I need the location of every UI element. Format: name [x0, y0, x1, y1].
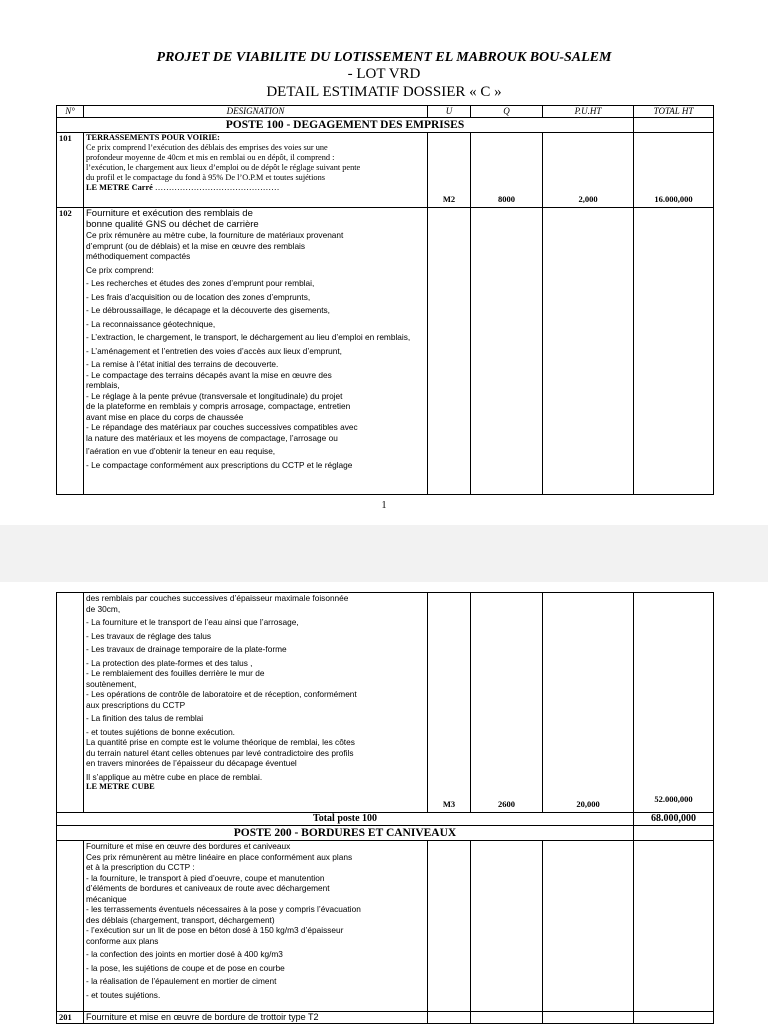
col-total-header: TOTAL HT — [634, 106, 714, 118]
item-102-line: - Les recherches et études des zones d’emprunt pour remblai, — [86, 278, 315, 288]
poste-200-line: Ces prix rémunèrent au mètre linéaire en place conformément aux plans — [86, 851, 353, 862]
col-designation-header: DESIGNATION — [84, 106, 428, 118]
item-102-line: bonne qualité GNS ou déchet de carrière — [86, 219, 259, 230]
item-102-line: du terrain naturel étant celles obtenues par levé contradictoire des profils — [86, 747, 354, 758]
total-poste-100-row — [57, 813, 714, 826]
item-102-line: Ce prix comprend: — [86, 264, 154, 275]
poste-200-line: - les terrassements éventuels nécessaires à la pose y compris l’évacuation — [86, 904, 361, 914]
item-101-line: l’exécution, le chargement aux lieux d’emploi ou de dépôt le réglage suivant pente — [86, 163, 361, 172]
poste-200-line: mécanique — [86, 893, 127, 904]
poste-200-line: Fourniture et mise en œuvre des bordures et caniveaux — [86, 841, 291, 851]
item-102-line: avant mise en place du corps de chaussée — [86, 411, 244, 422]
item-102-designation — [84, 208, 428, 495]
item-102-line: - Le répandage des matériaux par couches successives compatibles avec — [86, 422, 358, 432]
item-102-num: 102 — [57, 208, 84, 495]
item-102-line: - Le compactage des terrains décapés avant la mise en œuvre des — [86, 369, 332, 380]
poste-200-line: d’éléments de bordures et caniveaux de route avec déchargement — [86, 883, 330, 893]
item-102-line: - Les opérations de contrôle de laboratoire et de réception, conformément — [86, 689, 357, 699]
item-102-line: - Les frais d’acquisition ou de location des zones d’emprunts, — [86, 291, 311, 302]
item-102-line: l’aération en vue d’obtenir la teneur en eau requise, — [86, 446, 276, 456]
table-row-200-intro — [57, 841, 714, 1012]
item-101-line: du profil et le compactage du fond à 95% De l’O.P.M et toutes sujétions — [86, 173, 325, 182]
item-201-designation: Fourniture et mise en œuvre de bordure de trottoir type T2 — [84, 1012, 428, 1024]
project-title: PROJET DE VIABILITE DU LOTISSEMENT EL MABROUK BOU-SALEM — [156, 50, 612, 65]
item-102-line: - Le réglage à la pente prévue (transversale et longitudinale) du projet — [86, 390, 343, 401]
poste-200-intro — [84, 841, 428, 1012]
item-102-line: - Les travaux de réglage des talus — [86, 630, 211, 641]
item-102-line: La quantité prise en compte est le volume théorique de remblai, les côtes — [86, 737, 355, 747]
item-102-line: de la plateforme en remblais y compris arrosage, compactage, entretien — [86, 401, 351, 411]
item-102-unit: M3 — [428, 593, 471, 813]
poste-200-row — [57, 826, 714, 841]
item-102-line: - Le compactage conformément aux prescriptions du CCTP et le réglage — [86, 459, 353, 470]
poste-200-line: des déblais (chargement, transport, déchargement) — [86, 914, 275, 925]
item-102-line: Ce prix rémunère au mètre cube, la fourniture de matériaux provenant — [86, 230, 344, 240]
poste-100-row — [57, 118, 714, 133]
item-102-line: - L’aménagement et l’entretien des voies d’accès aux lieux d’emprunt, — [86, 345, 342, 356]
item-102-total: 52.000,000 — [634, 593, 714, 813]
item-101-line: profondeur moyenne de 40cm et mis en remblai ou en dépôt, il comprend : — [86, 153, 335, 162]
detail-title: DETAIL ESTIMATIF DOSSIER « C » — [266, 84, 502, 100]
table-row-101 — [57, 133, 714, 208]
estimate-table-page1 — [56, 105, 714, 495]
total-poste-100-label: Total poste 100 — [57, 813, 634, 826]
item-101-line: Ce prix comprend l’exécution des déblais des emprises des voies sur une — [86, 143, 328, 152]
poste-200-line: et à la prescription du CCTP : — [86, 862, 195, 872]
item-101-pu: 2,000 — [543, 133, 634, 208]
item-102-line: - Les travaux de drainage temporaire de la plate-forme — [86, 644, 287, 654]
item-102-line: la nature des matériaux et les moyens de compactage, l’arrosage ou — [86, 432, 338, 443]
item-102-designation-continued — [84, 593, 428, 813]
poste-200-line: - la réalisation de l’épaulement en mortier de ciment — [86, 976, 277, 986]
item-101-total: 16.000,000 — [634, 133, 714, 208]
item-101-qty: 8000 — [471, 133, 543, 208]
item-102-line: - Le débroussaillage, le décapage et la découverte des gisements, — [86, 305, 330, 315]
item-102-line: Fourniture et exécution des remblais de — [86, 208, 253, 219]
table-header-row — [57, 106, 714, 118]
col-qty-header: Q — [471, 106, 543, 118]
poste-200-line: - l’exécution sur un lit de pose en béton dosé à 150 kg/m3 d’épaisseur — [86, 925, 344, 935]
item-102-line: des remblais par couches successives d’épaisseur maximale foisonnée — [86, 593, 349, 603]
col-pu-header: P.U.HT — [543, 106, 634, 118]
item-102-line: - Le remblaiement des fouilles derrière le mur de — [86, 668, 265, 678]
item-102-line: - La finition des talus de remblai — [86, 713, 204, 723]
item-102-line: méthodiquement compactés — [86, 251, 191, 261]
item-102-line: en travers minorées de l’épaisseur du décapage éventuel — [86, 758, 297, 768]
poste-200-line: - et toutes sujétions. — [86, 989, 161, 1000]
table-row-102 — [57, 208, 714, 495]
lot-title: - LOT VRD — [347, 66, 421, 82]
table-row-201 — [57, 1012, 714, 1024]
item-101-heading: TERRASSEMENTS POUR VOIRIE: — [86, 133, 220, 142]
item-102-line: - La remise à l’état initial des terrains de decouverte. — [86, 359, 279, 369]
item-102-footer: LE METRE CUBE — [86, 782, 155, 791]
item-102-line: - et toutes sujétions de bonne exécution. — [86, 726, 235, 737]
item-201-num: 201 — [57, 1012, 84, 1024]
item-101-unit: M2 — [428, 133, 471, 208]
poste-200-line: - la confection des joints en mortier dosé à 400 kg/m3 — [86, 949, 283, 959]
item-102-line: d’emprunt (ou de déblais) et la mise en œuvre des remblais — [86, 240, 306, 251]
poste-200-line: conforme aux plans — [86, 935, 159, 946]
estimate-table-page2 — [56, 592, 714, 1024]
item-101-designation — [84, 133, 428, 208]
poste-200-line: - la fourniture, le transport à pied d’oeuvre, coupe et manutention — [86, 872, 325, 883]
item-102-line: de 30cm, — [86, 603, 121, 614]
item-102-line: - L’extraction, le chargement, le transport, le déchargement au lieu d’emploi en remblais, — [86, 332, 411, 342]
item-102-line: aux prescriptions du CCTP — [86, 699, 186, 710]
item-102-pu: 20,000 — [543, 593, 634, 813]
item-101-dots: ……………………………………… — [152, 183, 280, 192]
item-102-line: - La protection des plate-formes et des talus , — [86, 657, 253, 668]
poste-100-title: POSTE 100 - DEGAGEMENT DES EMPRISES — [57, 118, 634, 133]
item-101-footer: LE METRE Carré — [86, 183, 153, 192]
poste-200-line: - la pose, les sujétions de coupe et de pose en courbe — [86, 962, 285, 973]
total-poste-100-value: 68.000,000 — [634, 813, 714, 826]
item-102-line: - La reconnaissance géotechnique, — [86, 318, 216, 329]
table-row-102-continued — [57, 593, 714, 813]
item-101-num: 101 — [57, 133, 84, 208]
item-102-line: remblais, — [86, 380, 120, 390]
poste-200-title: POSTE 200 - BORDURES ET CANIVEAUX — [57, 826, 634, 841]
item-102-line: Il s’applique au mètre cube en place de remblai. — [86, 771, 263, 782]
item-102-line: soutènement, — [86, 678, 137, 689]
col-unit-header: U — [428, 106, 471, 118]
page-2 — [0, 582, 768, 1024]
page-number: 1 — [381, 500, 387, 511]
item-102-line: - La fourniture et le transport de l’eau ainsi que l’arrosage, — [86, 617, 299, 627]
col-num-header: N° — [57, 106, 84, 118]
item-102-qty: 2600 — [471, 593, 543, 813]
